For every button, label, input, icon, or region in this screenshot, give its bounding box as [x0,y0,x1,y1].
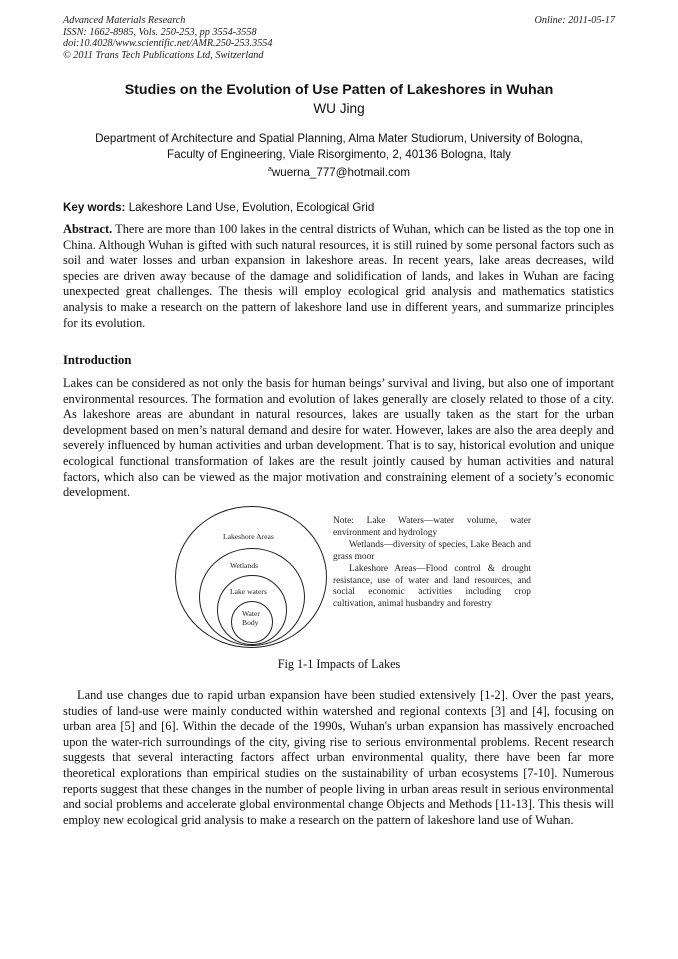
affiliation-line-1: Department of Architecture and Spatial Planning, Alma Mater Studiorum, University of Bologna, [95,132,583,145]
abstract-label: Abstract. [63,222,113,236]
label-water: Water [242,609,260,618]
doi-line: doi:10.4028/www.scientific.net/AMR.250-253.3554 [63,38,273,50]
keywords-label: Key words: [63,201,126,214]
abstract-text: There are more than 100 lakes in the central districts of Wuhan, which can be listed as the top one in China. Although Wuhan is gifted with such natural resources, it is still ruined by some personal factors such as soil and water losses and urban expansion in lakeshore areas. In recent years, lake areas decreases, wild species are driven away because of the damage and solidification of lands, and lakes in Wuhan are facing unexpected great challenges. The thesis will employ ecological grid analysis and mathematics statistics analysis to make a research on the pattern of lakeshore land use in different years, and summarize principles for its evolution. [63,222,615,330]
figure-note [333,516,531,611]
note-lake-waters: Note: Lake Waters—water volume, water environment and hydrology [333,516,531,538]
abstract [63,222,614,331]
journal-name: Advanced Materials Research [63,15,186,26]
online-date: Online: 2011-05-17 [534,15,615,26]
label-lake-waters: Lake waters [230,587,267,596]
email-superscript: a [268,166,272,173]
email-address: wuerna_777@hotmail.com [271,166,410,179]
introduction-paragraph: Lakes can be considered as not only the basis for human beings’ survival and living, but also one of important environmental resources. The formation and evolution of lakes generally are closely related to those of a city. As lakeshore areas are abundant in natural resources, lakes are usually taken as the start for the urban development based on men’s natural demand and desire for water. However, lakes are also the area deeply and severely influenced by human activities and urban development. That is to say, historical evolution and unique ecological functional transformation of lakes are the result jointly caused by human activities and natural factors, which also can be viewed as the major motivation and constraining element of a society’s economic development. [63,376,614,500]
affiliation [62,131,616,162]
label-lakeshore-areas: Lakeshore Areas [223,532,274,541]
body-paragraph: Land use changes due to rapid urban expansion have been studied extensively [1-2]. Over the past years, studies of land-use were mainly conducted within watershed and regional contexts [3] and [4], focusing on urban area [5] and [6]. Within the decade of the 1990s, Wuhan's urban expansion has massively encroached upon the water-rich surroundings of the city, giving rise to serious environmental problems. Recent research suggests that several interacting factors affect urban environmental quality, there have been far more theoretical explorations than empirical studies on the sustainability of urban ecosystems [7-10]. Numerous reports suggest that these changes in the number of people living in urban areas result in serious environmental and social problems and accelerate global environmental change Objects and Methods [11-13]. This thesis will employ new ecological grid analysis to make a research on the pattern of lakeshore land use of Wuhan. [63,688,614,827]
copyright-line: © 2011 Trans Tech Publications Ltd, Switzerland [63,49,264,61]
lake-impacts-diagram [172,506,332,650]
issn-line: ISSN: 1662-8985, Vols. 250-253, pp 3554-3558 [63,26,257,38]
author-email [40,166,638,179]
note-lakeshore-areas: Lakeshore Areas—Flood control & drought resistance, use of water and land resources, and social economic activities including crop cultivation, animal husbandry and forestry [333,563,531,610]
figure-caption: Fig 1-1 Impacts of Lakes [277,657,401,671]
keywords [63,201,374,214]
label-wetlands: Wetlands [230,561,259,570]
note-wetlands: Wetlands—diversity of species, Lake Beach and grass moor [333,539,531,562]
journal-header [63,15,272,61]
introduction-heading: Introduction [63,353,132,367]
paper-title: Studies on the Evolution of Use Patten of Lakeshores in Wuhan [124,82,554,98]
affiliation-line-2: Faculty of Engineering, Viale Risorgimento, 2, 40136 Bologna, Italy [167,147,511,161]
paper-author: WU Jing [313,101,365,116]
label-body: Body [242,618,259,627]
keywords-text: Lakeshore Land Use, Evolution, Ecological Grid [128,201,375,214]
